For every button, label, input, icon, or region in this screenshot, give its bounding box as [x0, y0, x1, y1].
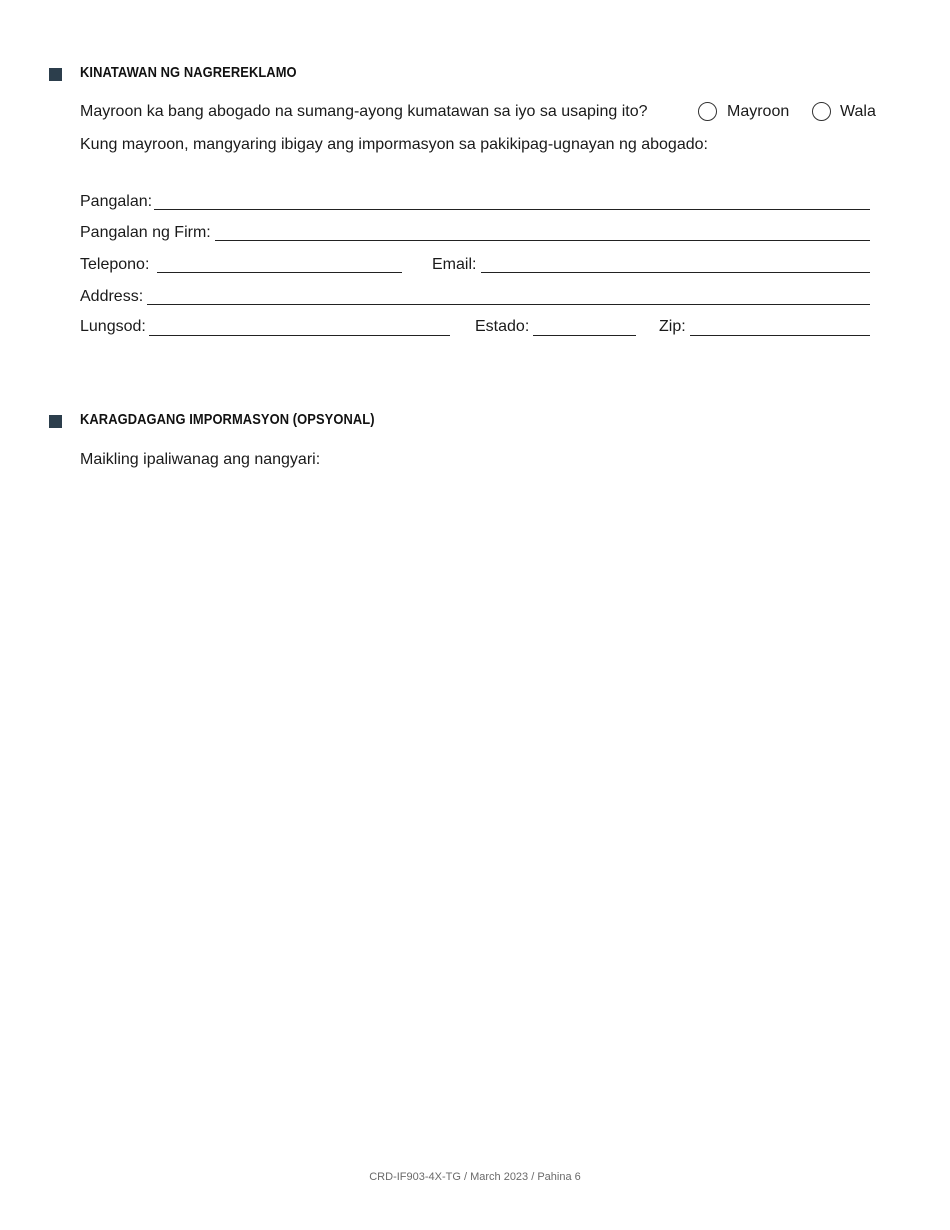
- section-marker-icon: [49, 415, 62, 428]
- additional-prompt: Maikling ipaliwanag ang nangyari:: [80, 451, 321, 468]
- phone-field[interactable]: [157, 272, 402, 273]
- name-label: Pangalan:: [80, 193, 153, 210]
- firm-label: Pangalan ng Firm:: [80, 224, 211, 241]
- radio-wala[interactable]: [812, 102, 831, 121]
- state-label: Estado:: [475, 318, 530, 335]
- email-label: Email:: [432, 256, 477, 273]
- attorney-question: Mayroon ka bang abogado na sumang-ayong kumatawan sa iyo sa usaping ito?: [80, 103, 648, 120]
- firm-field[interactable]: [215, 240, 870, 241]
- explanation-area[interactable]: [80, 480, 870, 1140]
- address-field[interactable]: [147, 304, 870, 305]
- state-field[interactable]: [533, 335, 636, 336]
- name-field[interactable]: [154, 209, 870, 210]
- zip-label: Zip:: [659, 318, 686, 335]
- phone-label: Telepono:: [80, 256, 150, 273]
- attorney-instruction: Kung mayroon, mangyaring ibigay ang impormasyon sa pakikipag-ugnayan ng abogado:: [80, 136, 708, 153]
- section-heading-additional: KARAGDAGANG IMPORMASYON (OPSYONAL): [80, 411, 375, 428]
- email-field[interactable]: [481, 272, 870, 273]
- page-footer: CRD-IF903-4X-TG / March 2023 / Pahina 6: [369, 1171, 581, 1183]
- city-label: Lungsod:: [80, 318, 146, 335]
- section-marker-icon: [49, 68, 62, 81]
- address-label: Address:: [80, 288, 144, 305]
- section-heading-representative: KINATAWAN NG NAGREREKLAMO: [80, 64, 297, 81]
- zip-field[interactable]: [690, 335, 870, 336]
- radio-mayroon[interactable]: [698, 102, 717, 121]
- city-field[interactable]: [149, 335, 450, 336]
- radio-mayroon-label: Mayroon: [727, 103, 790, 120]
- radio-wala-label: Wala: [840, 103, 876, 120]
